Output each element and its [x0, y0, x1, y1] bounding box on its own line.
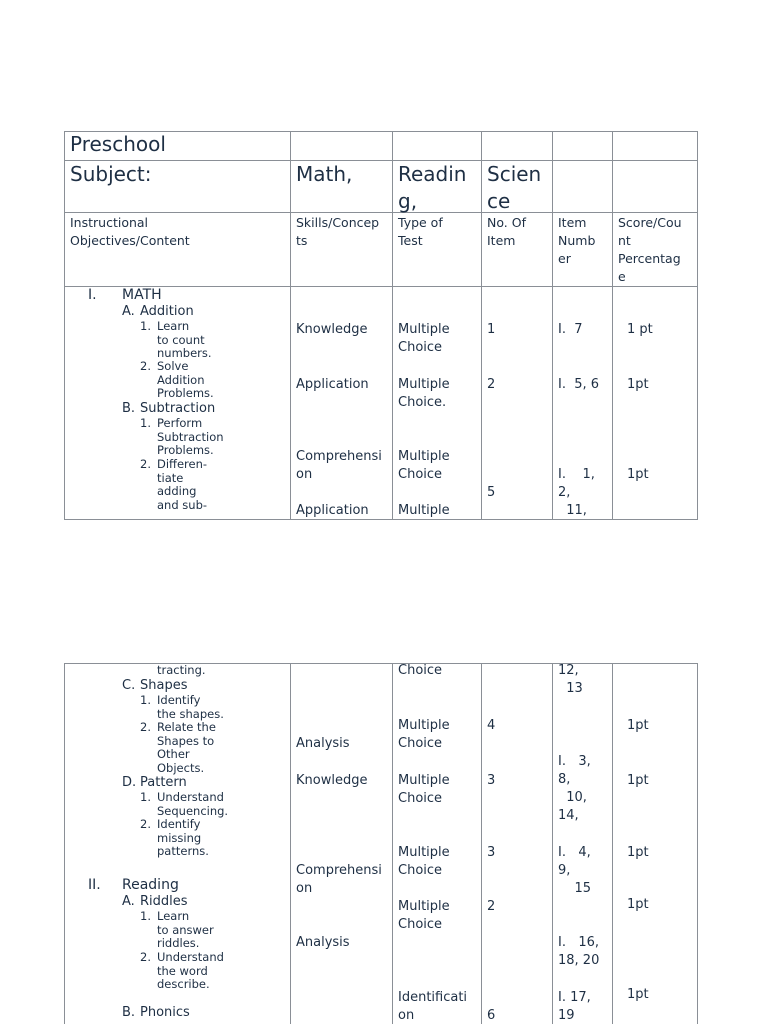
- table-column-divider: [481, 131, 482, 520]
- type-cell: Multiple Choice.: [398, 377, 450, 410]
- item-number-cell: I. 7: [558, 322, 583, 337]
- header-score: Score/Cou nt Percentag e: [618, 215, 682, 284]
- skill-cell: Analysis: [296, 935, 350, 950]
- objective-number: 1.: [140, 909, 151, 923]
- table-border-right: [697, 131, 698, 520]
- score-cell: 1pt: [627, 773, 649, 788]
- header-skills: Skills/Concep ts: [296, 215, 380, 248]
- subject-reading: Readin g,: [398, 162, 467, 213]
- subsection-letter: A.: [122, 304, 135, 319]
- objective-number: 2.: [140, 950, 151, 964]
- count-cell: 1: [487, 322, 496, 337]
- subject-science: Scien ce: [487, 162, 542, 213]
- score-cell: 1pt: [627, 897, 649, 912]
- table-column-divider: [392, 131, 393, 520]
- table-column-divider: [612, 663, 613, 1024]
- type-cell: Multiple Choice: [398, 449, 450, 482]
- skill-cell: Analysis: [296, 736, 350, 751]
- objective-text: Understand the word describe.: [157, 950, 224, 992]
- score-cell: 1pt: [627, 845, 649, 860]
- objective-number: 2.: [140, 457, 151, 471]
- header-item-number: Item Numb er: [558, 215, 596, 266]
- item-number-cell: I. 17, 19: [558, 990, 591, 1023]
- table-border-right: [697, 663, 698, 1024]
- header-type: Type of Test: [398, 215, 443, 248]
- title-preschool: Preschool: [70, 132, 166, 156]
- header-no-items: No. Of Item: [487, 215, 526, 248]
- type-cell: Identificati on: [398, 990, 468, 1023]
- objective-text: Identify missing patterns.: [157, 817, 209, 859]
- table-column-divider: [64, 663, 65, 1024]
- subsection-label: Subtraction: [140, 401, 216, 416]
- subsection-letter: D.: [122, 775, 137, 790]
- section-number: I.: [88, 287, 97, 303]
- subsection-label: Addition: [140, 304, 194, 319]
- objective-number: 2.: [140, 720, 151, 734]
- skill-cell: Knowledge: [296, 322, 368, 337]
- objective-number: 1.: [140, 319, 151, 333]
- objective-number: 1.: [140, 790, 151, 804]
- subsection-letter: A.: [122, 894, 135, 909]
- type-cell: Multiple Choice: [398, 718, 450, 751]
- subsection-label: Shapes: [140, 678, 188, 693]
- skill-cell: Application: [296, 503, 369, 518]
- type-cell: Multiple Choice: [398, 773, 450, 806]
- objective-text: Perform Subtraction Problems.: [157, 416, 224, 458]
- table-row-divider: [64, 160, 698, 161]
- table-border-bottom: [64, 519, 698, 520]
- type-cell: Multiple Choice: [398, 899, 450, 932]
- objective-text: Solve Addition Problems.: [157, 359, 214, 401]
- objective-text: Understand Sequencing.: [157, 790, 229, 818]
- count-cell: 4: [487, 718, 496, 733]
- skill-cell: Application: [296, 377, 369, 392]
- skill-cell: Comprehensi on: [296, 863, 382, 896]
- skill-cell: Knowledge: [296, 773, 368, 788]
- subsection-label: Pattern: [140, 775, 187, 790]
- score-cell: 1 pt: [627, 322, 653, 337]
- count-cell: 3: [487, 845, 496, 860]
- skill-cell: Comprehensi on: [296, 449, 382, 482]
- table-column-divider: [612, 131, 613, 520]
- objective-text: Learn to answer riddles.: [157, 909, 214, 951]
- objective-number: 2.: [140, 817, 151, 831]
- table-column-divider: [290, 663, 291, 1024]
- score-cell: 1pt: [627, 377, 649, 392]
- score-cell: 1pt: [627, 987, 649, 1002]
- count-cell: 2: [487, 377, 496, 392]
- type-cell: Multiple Choice: [398, 322, 450, 355]
- item-number-cell: I. 16, 18, 20: [558, 935, 600, 968]
- table-column-divider: [552, 131, 553, 520]
- count-cell: 6: [487, 1008, 496, 1023]
- item-number-cell: I. 1, 2, 11,: [558, 467, 595, 518]
- subsection-label: Phonics: [140, 1005, 190, 1020]
- section-label: MATH: [122, 287, 162, 303]
- table-column-divider: [392, 663, 393, 1024]
- objective-text: Differen- tiate adding and sub-: [157, 457, 208, 512]
- count-cell: 3: [487, 773, 496, 788]
- section-number: II.: [88, 877, 101, 893]
- type-cell: Multiple Choice: [398, 845, 450, 878]
- objective-text: tracting.: [157, 663, 206, 677]
- score-cell: 1pt: [627, 467, 649, 482]
- item-number-cell: I. 3, 8, 10, 14,: [558, 754, 591, 823]
- type-cell: Multiple: [398, 503, 450, 518]
- objective-number: 1.: [140, 416, 151, 430]
- table-column-divider: [64, 131, 65, 520]
- subsection-label: Riddles: [140, 894, 188, 909]
- objective-text: Learn to count numbers.: [157, 319, 212, 361]
- type-cell: Choice: [398, 663, 443, 678]
- subject-math: Math,: [296, 162, 353, 186]
- subsection-letter: C.: [122, 678, 136, 693]
- subsection-letter: B.: [122, 401, 136, 416]
- subject-label: Subject:: [70, 162, 152, 186]
- item-number-cell: I. 4, 9, 15: [558, 845, 592, 896]
- objective-number: 2.: [140, 359, 151, 373]
- count-cell: 2: [487, 899, 496, 914]
- table-column-divider: [290, 131, 291, 520]
- table-column-divider: [481, 663, 482, 1024]
- table-column-divider: [552, 663, 553, 1024]
- table-row-divider: [64, 212, 698, 213]
- item-number-cell: 12, 13: [558, 663, 583, 696]
- score-cell: 1pt: [627, 718, 649, 733]
- header-objectives: Instructional Objectives/Content: [70, 215, 190, 248]
- count-cell: 5: [487, 485, 496, 500]
- objective-number: 1.: [140, 693, 151, 707]
- section-label: Reading: [122, 877, 179, 893]
- objective-text: Identify the shapes.: [157, 693, 224, 721]
- objective-text: Relate the Shapes to Other Objects.: [157, 720, 216, 775]
- item-number-cell: I. 5, 6: [558, 377, 600, 392]
- subsection-letter: B.: [122, 1005, 136, 1020]
